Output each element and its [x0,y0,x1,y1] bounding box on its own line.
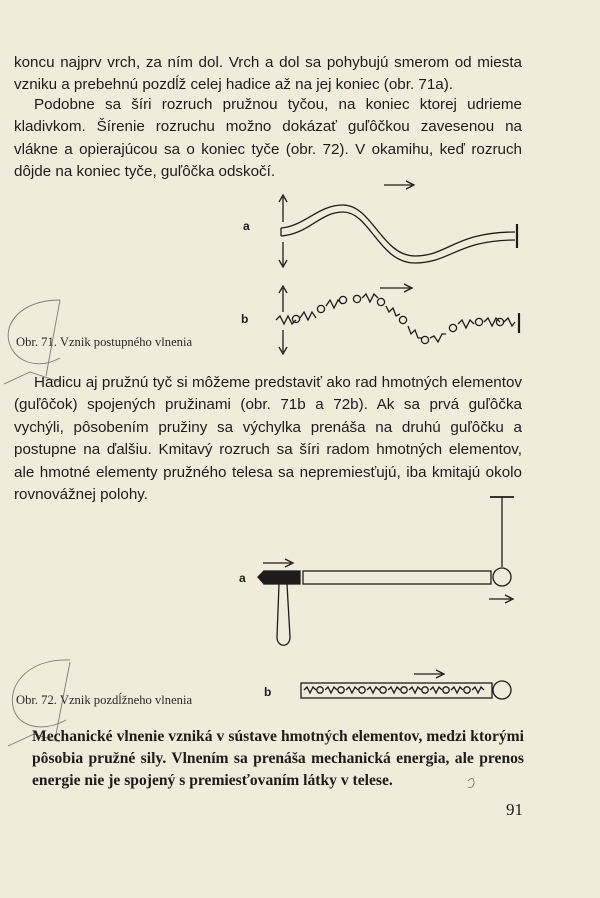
paragraph-3: Hadicu aj pružnú tyč si môžeme predstaviť ako rad hmotných elementov (guľôčok) spojených pružinami (obr. 71b a 72b). Ak sa prvá guľôčka vychýli, pôsobením pružiny sa výchylka prenáša na druhú guľôčku a postupne na ďalšiu. Kmitavý rozruch sa šíri radom hmotných elementov, ale hmotné elementy pružného telesa sa nepremiesťujú, iba kmitajú okolo rovnovážnej polohy. [14,374,522,504]
figure-72-caption: Obr. 72. Vznik pozdĺžneho vlnenia [16,693,193,707]
summary-statement: Mechanické vlnenie vzniká v sústave hmotných elementov, medzi ktorými pôsobia pružné sily. Vlnením sa prenáša mechanická energia, ale prenos energie nie je spojený s premiesťovaním látky v telese. [32,728,524,789]
pencil-line-2 [4,372,60,384]
figure-71-caption: Obr. 71. Vznik postupného vlnenia [16,335,193,349]
paragraph-1: koncu najprv vrch, za ním dol. Vrch a dol sa pohybujú smerom od miesta vzniku a prebehnú pozdĺž celej hadice až na jej koniec (obr. 71a). [14,54,522,94]
pencil-arc-1 [8,300,60,364]
pencil-line-3 [56,662,70,734]
paragraph-2: Podobne sa šíri rozruch pružnou tyčou, na koniec ktorej udrieme kladivkom. Šírenie rozruchu možno dokázať guľôčkou zavesenou na vlákne a opierajúcou sa o koniec tyče (obr. 72). V okamihu, keď rozruch dôjde na koniec tyče, guľôčka odskočí. [14,96,522,181]
figure-71-label-a: a [243,219,250,233]
figure-71-label-b: b [241,312,249,326]
pencil-arc-2 [12,660,70,727]
figure-72-label-b: b [264,685,272,699]
figure-72-label-a: a [239,571,246,585]
page-number: 91 [506,800,523,819]
pencil-line-1 [46,300,60,376]
